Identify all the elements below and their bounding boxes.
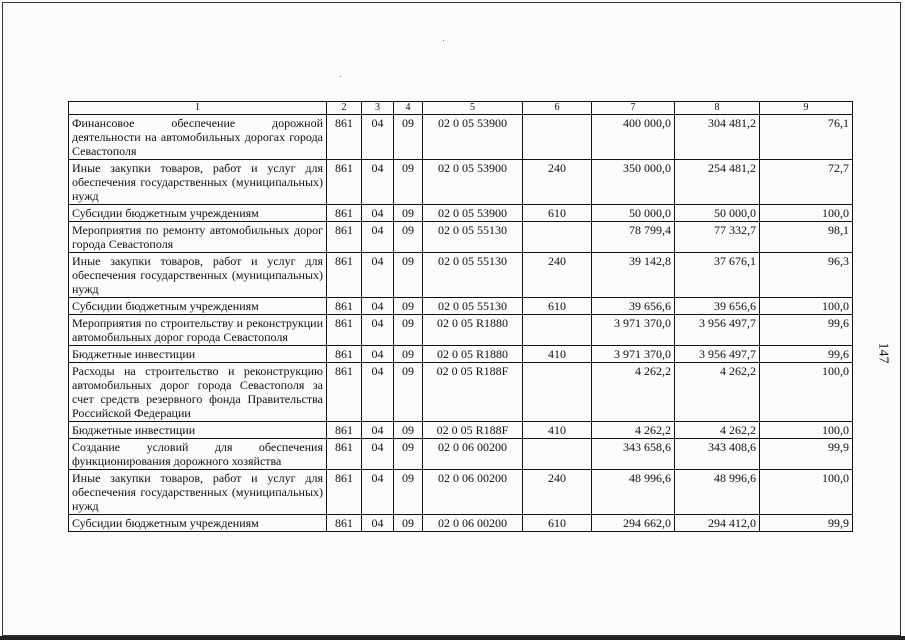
- target-article-code: 02 0 05 53900: [423, 205, 523, 222]
- table-row: [69, 222, 853, 253]
- section-code: 04: [362, 439, 394, 470]
- grbs-code: 861: [327, 298, 362, 315]
- actual-amount: 37 676,1: [675, 253, 760, 298]
- column-header: 3: [362, 102, 394, 115]
- execution-percent: 100,0: [760, 298, 853, 315]
- target-article-code: 02 0 05 R1880: [423, 346, 523, 363]
- column-header: 2: [327, 102, 362, 115]
- execution-percent: 99,6: [760, 346, 853, 363]
- actual-amount: 343 408,6: [675, 439, 760, 470]
- column-header: 1: [69, 102, 327, 115]
- row-name: Мероприятия по строительству и реконструкции автомобильных дорог города Севастополя: [69, 315, 327, 346]
- row-name: Субсидии бюджетным учреждениям: [69, 298, 327, 315]
- subsection-code: 09: [394, 439, 423, 470]
- expense-type-code: [523, 363, 592, 422]
- plan-amount: 3 971 370,0: [592, 315, 675, 346]
- grbs-code: 861: [327, 115, 362, 160]
- section-code: 04: [362, 363, 394, 422]
- table-row: [69, 253, 853, 298]
- row-name: Мероприятия по ремонту автомобильных дорог города Севастополя: [69, 222, 327, 253]
- plan-amount: 39 656,6: [592, 298, 675, 315]
- actual-amount: 50 000,0: [675, 205, 760, 222]
- actual-amount: 4 262,2: [675, 363, 760, 422]
- target-article-code: 02 0 05 55130: [423, 298, 523, 315]
- actual-amount: 304 481,2: [675, 115, 760, 160]
- expense-type-code: 610: [523, 205, 592, 222]
- row-name: Бюджетные инвестиции: [69, 422, 327, 439]
- table-row: [69, 115, 853, 160]
- actual-amount: 294 412,0: [675, 515, 760, 532]
- actual-amount: 3 956 497,7: [675, 315, 760, 346]
- expense-type-code: 410: [523, 346, 592, 363]
- target-article-code: 02 0 05 53900: [423, 115, 523, 160]
- subsection-code: 09: [394, 422, 423, 439]
- expense-type-code: [523, 115, 592, 160]
- plan-amount: 39 142,8: [592, 253, 675, 298]
- subsection-code: 09: [394, 363, 423, 422]
- page-number: 147: [875, 342, 891, 364]
- target-article-code: 02 0 05 R1880: [423, 315, 523, 346]
- scan-speck: [340, 76, 341, 77]
- execution-percent: 76,1: [760, 115, 853, 160]
- grbs-code: 861: [327, 363, 362, 422]
- actual-amount: 48 996,6: [675, 470, 760, 515]
- plan-amount: 343 658,6: [592, 439, 675, 470]
- target-article-code: 02 0 05 53900: [423, 160, 523, 205]
- column-header: 6: [523, 102, 592, 115]
- section-code: 04: [362, 346, 394, 363]
- subsection-code: 09: [394, 253, 423, 298]
- target-article-code: 02 0 06 00200: [423, 515, 523, 532]
- expense-type-code: [523, 315, 592, 346]
- column-header: 9: [760, 102, 853, 115]
- row-name: Создание условий для обеспечения функционирования дорожного хозяйства: [69, 439, 327, 470]
- execution-percent: 100,0: [760, 422, 853, 439]
- target-article-code: 02 0 06 00200: [423, 439, 523, 470]
- header-row: [69, 102, 853, 115]
- execution-percent: 72,7: [760, 160, 853, 205]
- subsection-code: 09: [394, 160, 423, 205]
- plan-amount: 48 996,6: [592, 470, 675, 515]
- execution-percent: 100,0: [760, 470, 853, 515]
- row-name: Иные закупки товаров, работ и услуг для обеспечения государственных (муниципальных) нужд: [69, 470, 327, 515]
- column-header: 5: [423, 102, 523, 115]
- plan-amount: 3 971 370,0: [592, 346, 675, 363]
- expense-type-code: [523, 439, 592, 470]
- section-code: 04: [362, 205, 394, 222]
- grbs-code: 861: [327, 253, 362, 298]
- plan-amount: 4 262,2: [592, 363, 675, 422]
- subsection-code: 09: [394, 298, 423, 315]
- actual-amount: 3 956 497,7: [675, 346, 760, 363]
- target-article-code: 02 0 05 R188F: [423, 363, 523, 422]
- column-header: 7: [592, 102, 675, 115]
- execution-percent: 99,9: [760, 439, 853, 470]
- table-row: [69, 439, 853, 470]
- scan-speck: [443, 40, 444, 41]
- target-article-code: 02 0 06 00200: [423, 470, 523, 515]
- table-row: [69, 205, 853, 222]
- grbs-code: 861: [327, 160, 362, 205]
- table-row: [69, 515, 853, 532]
- column-header: 4: [394, 102, 423, 115]
- row-name: Субсидии бюджетным учреждениям: [69, 515, 327, 532]
- expense-type-code: 410: [523, 422, 592, 439]
- subsection-code: 09: [394, 315, 423, 346]
- grbs-code: 861: [327, 205, 362, 222]
- table-row: [69, 346, 853, 363]
- subsection-code: 09: [394, 115, 423, 160]
- row-name: Бюджетные инвестиции: [69, 346, 327, 363]
- grbs-code: 861: [327, 422, 362, 439]
- plan-amount: 400 000,0: [592, 115, 675, 160]
- plan-amount: 78 799,4: [592, 222, 675, 253]
- subsection-code: 09: [394, 515, 423, 532]
- table-row: [69, 160, 853, 205]
- expense-type-code: 610: [523, 515, 592, 532]
- plan-amount: 4 262,2: [592, 422, 675, 439]
- plan-amount: 294 662,0: [592, 515, 675, 532]
- section-code: 04: [362, 253, 394, 298]
- expense-type-code: [523, 222, 592, 253]
- actual-amount: 4 262,2: [675, 422, 760, 439]
- subsection-code: 09: [394, 222, 423, 253]
- subsection-code: 09: [394, 470, 423, 515]
- execution-percent: 98,1: [760, 222, 853, 253]
- actual-amount: 254 481,2: [675, 160, 760, 205]
- subsection-code: 09: [394, 346, 423, 363]
- table-row: [69, 363, 853, 422]
- grbs-code: 861: [327, 346, 362, 363]
- budget-table: [68, 101, 853, 532]
- grbs-code: 861: [327, 470, 362, 515]
- expense-type-code: 610: [523, 298, 592, 315]
- section-code: 04: [362, 422, 394, 439]
- grbs-code: 861: [327, 315, 362, 346]
- table-row: [69, 470, 853, 515]
- target-article-code: 02 0 05 R188F: [423, 422, 523, 439]
- grbs-code: 861: [327, 222, 362, 253]
- actual-amount: 39 656,6: [675, 298, 760, 315]
- section-code: 04: [362, 222, 394, 253]
- section-code: 04: [362, 515, 394, 532]
- subsection-code: 09: [394, 205, 423, 222]
- section-code: 04: [362, 470, 394, 515]
- section-code: 04: [362, 298, 394, 315]
- row-name: Субсидии бюджетным учреждениям: [69, 205, 327, 222]
- execution-percent: 99,9: [760, 515, 853, 532]
- grbs-code: 861: [327, 439, 362, 470]
- section-code: 04: [362, 315, 394, 346]
- column-header: 8: [675, 102, 760, 115]
- grbs-code: 861: [327, 515, 362, 532]
- scan-edge: [0, 636, 905, 640]
- execution-percent: 96,3: [760, 253, 853, 298]
- expense-type-code: 240: [523, 470, 592, 515]
- row-name: Иные закупки товаров, работ и услуг для обеспечения государственных (муниципальных) нужд: [69, 253, 327, 298]
- plan-amount: 350 000,0: [592, 160, 675, 205]
- row-name: Финансовое обеспечение дорожной деятельности на автомобильных дорогах города Севастополя: [69, 115, 327, 160]
- table-row: [69, 422, 853, 439]
- section-code: 04: [362, 160, 394, 205]
- execution-percent: 100,0: [760, 363, 853, 422]
- row-name: Расходы на строительство и реконструкцию автомобильных дорог города Севастополя за счет средств резервного фонда Правительства Российской Федерации: [69, 363, 327, 422]
- table-row: [69, 315, 853, 346]
- expense-type-code: 240: [523, 253, 592, 298]
- execution-percent: 99,6: [760, 315, 853, 346]
- target-article-code: 02 0 05 55130: [423, 253, 523, 298]
- row-name: Иные закупки товаров, работ и услуг для обеспечения государственных (муниципальных) нужд: [69, 160, 327, 205]
- section-code: 04: [362, 115, 394, 160]
- expense-type-code: 240: [523, 160, 592, 205]
- actual-amount: 77 332,7: [675, 222, 760, 253]
- target-article-code: 02 0 05 55130: [423, 222, 523, 253]
- execution-percent: 100,0: [760, 205, 853, 222]
- table-row: [69, 298, 853, 315]
- plan-amount: 50 000,0: [592, 205, 675, 222]
